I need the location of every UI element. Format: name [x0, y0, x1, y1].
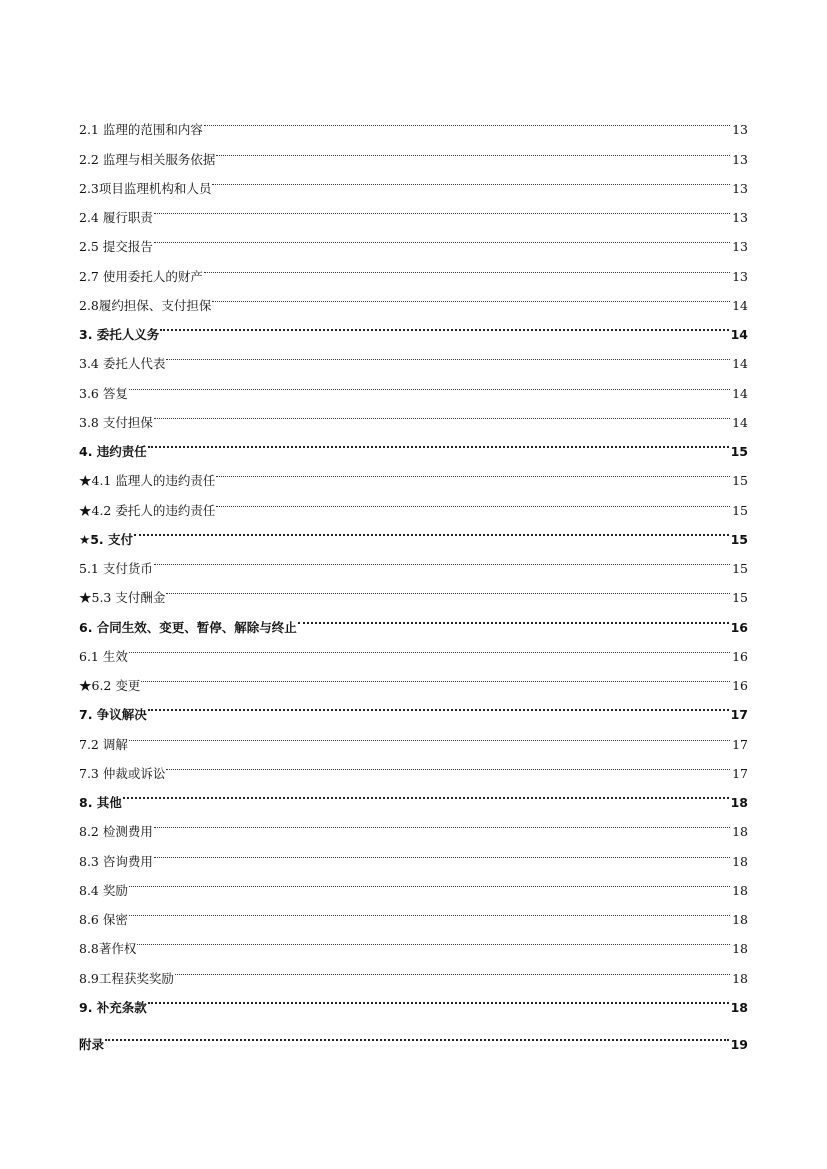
- toc-entry-page-number: 15: [730, 531, 748, 547]
- toc-entry-page-number: 18: [732, 970, 748, 986]
- toc-entry-title: 2.1 监理的范围和内容: [79, 122, 203, 138]
- toc-dot-leader: [175, 953, 730, 982]
- toc-entry-title: 3.6 答复: [79, 385, 128, 401]
- toc-entry-page-number: 13: [732, 239, 748, 255]
- toc-entry-title: 8.8著作权: [79, 941, 137, 957]
- toc-entry-page-number: 14: [732, 297, 748, 313]
- toc-entry-title: ★4.1 监理人的违约责任: [79, 473, 216, 489]
- toc-dot-leader: [137, 924, 730, 953]
- toc-dot-leader: [129, 866, 730, 895]
- toc-entry[interactable]: [79, 983, 748, 1015]
- toc-dot-leader: [212, 281, 730, 310]
- table-of-contents: [79, 105, 748, 1052]
- toc-entry[interactable]: [79, 251, 748, 284]
- toc-entry-page-number: 13: [732, 180, 748, 196]
- toc-entry-page-number: 16: [730, 619, 748, 635]
- toc-entry[interactable]: [79, 1020, 748, 1052]
- toc-dot-leader: [298, 602, 729, 631]
- toc-dot-leader: [154, 222, 730, 251]
- toc-entry-title: 3.4 委托人代表: [79, 356, 166, 372]
- toc-dot-leader: [154, 398, 730, 427]
- toc-entry-page-number: 14: [732, 414, 748, 430]
- toc-entry[interactable]: [79, 573, 748, 606]
- toc-entry-title: 7. 争议解决: [79, 707, 147, 723]
- toc-entry-page-number: 13: [732, 268, 748, 284]
- toc-entry[interactable]: [79, 602, 748, 635]
- toc-entry[interactable]: [79, 105, 748, 138]
- toc-entry-title: 7.2 调解: [79, 736, 128, 752]
- toc-entry[interactable]: [79, 661, 748, 693]
- toc-entry-title: 8.9工程获奖奖励: [79, 970, 174, 986]
- toc-entry[interactable]: [79, 222, 748, 255]
- toc-entry-title: 8.3 咨询费用: [79, 853, 153, 869]
- toc-entry[interactable]: [79, 778, 748, 810]
- toc-entry[interactable]: [79, 544, 748, 576]
- toc-entry-title: 7.3 仲裁或诉讼: [79, 765, 166, 781]
- toc-entry-page-number: 18: [732, 912, 748, 927]
- toc-entry[interactable]: [79, 807, 748, 840]
- toc-entry-page-number: 15: [732, 502, 748, 518]
- toc-entry-page-number: 17: [732, 736, 748, 752]
- toc-dot-leader: [216, 485, 730, 514]
- toc-entry-title: 9. 补充条款: [79, 999, 147, 1015]
- toc-entry[interactable]: [79, 836, 748, 869]
- toc-entry[interactable]: [79, 339, 748, 372]
- toc-entry-title: 2.5 提交报告: [79, 239, 153, 255]
- toc-entry-page-number: 18: [730, 795, 748, 810]
- toc-entry[interactable]: [79, 924, 748, 957]
- toc-entry-page-number: 17: [730, 707, 748, 723]
- toc-dot-leader: [204, 251, 730, 280]
- toc-entry[interactable]: [79, 953, 748, 986]
- toc-entry[interactable]: [79, 895, 748, 927]
- toc-entry-title: ★4.2 委托人的违约责任: [79, 502, 216, 518]
- toc-entry[interactable]: [79, 866, 748, 898]
- toc-entry[interactable]: [79, 427, 748, 459]
- toc-dot-leader: [204, 105, 730, 134]
- toc-entry-title: 5.1 支付货币: [79, 561, 153, 576]
- toc-entry[interactable]: [79, 398, 748, 430]
- toc-entry-title: 2.8履约担保、支付担保: [79, 297, 212, 313]
- toc-dot-leader: [216, 456, 730, 485]
- toc-dot-leader: [148, 983, 729, 1012]
- toc-dot-leader: [105, 1020, 729, 1049]
- toc-entry-title: ★6.2 变更: [79, 678, 141, 693]
- toc-entry-title: 6. 合同生效、变更、暂停、解除与终止: [79, 619, 297, 635]
- toc-entry-title: 8. 其他: [79, 795, 122, 810]
- toc-entry-page-number: 18: [730, 999, 748, 1015]
- toc-entry[interactable]: [79, 456, 748, 489]
- toc-dot-leader: [129, 719, 730, 748]
- toc-dot-leader: [166, 573, 730, 602]
- toc-entry-page-number: 13: [732, 122, 748, 138]
- toc-entry-title: 3.8 支付担保: [79, 414, 153, 430]
- toc-entry[interactable]: [79, 632, 748, 664]
- toc-dot-leader: [154, 836, 730, 865]
- toc-entry-page-number: 18: [732, 853, 748, 869]
- toc-entry-title: 6.1 生效: [79, 648, 128, 664]
- toc-entry[interactable]: [79, 368, 748, 401]
- toc-entry[interactable]: [79, 515, 748, 547]
- toc-entry-page-number: 19: [730, 1037, 748, 1052]
- toc-dot-leader: [148, 690, 729, 719]
- toc-entry-title: ★5.3 支付酬金: [79, 590, 166, 606]
- toc-entry-page-number: 18: [732, 941, 748, 957]
- toc-dot-leader: [123, 778, 729, 807]
- toc-entry[interactable]: [79, 193, 748, 225]
- toc-dot-leader: [166, 339, 730, 368]
- toc-entry-page-number: 15: [732, 473, 748, 489]
- toc-entry-title: 2.7 使用委托人的财产: [79, 268, 203, 284]
- toc-entry-page-number: 15: [732, 561, 748, 576]
- toc-entry-title: ★5. 支付: [79, 531, 134, 547]
- toc-entry-page-number: 17: [732, 765, 748, 781]
- toc-entry-title: 8.4 奖励: [79, 882, 128, 898]
- toc-entry-page-number: 16: [732, 648, 748, 664]
- toc-entry-page-number: 14: [730, 327, 748, 342]
- toc-entry-page-number: 15: [732, 590, 748, 606]
- toc-entry-title: 2.2 监理与相关服务依据: [79, 151, 216, 167]
- toc-dot-leader: [216, 134, 730, 163]
- toc-entry[interactable]: [79, 310, 748, 342]
- toc-dot-leader: [154, 807, 730, 836]
- toc-entry-title: 附录: [79, 1037, 105, 1052]
- toc-entry-title: 3. 委托人义务: [79, 327, 160, 342]
- toc-entry-page-number: 16: [732, 678, 748, 693]
- toc-entry-page-number: 14: [732, 385, 748, 401]
- toc-entry-title: 2.4 履行职责: [79, 210, 153, 225]
- toc-entry-page-number: 18: [732, 882, 748, 898]
- toc-dot-leader: [166, 749, 730, 778]
- toc-entry-page-number: 18: [732, 824, 748, 840]
- toc-dot-leader: [134, 515, 729, 544]
- toc-dot-leader: [212, 164, 730, 193]
- toc-dot-leader: [141, 661, 730, 690]
- toc-entry-title: 2.3项目监理机构和人员: [79, 180, 212, 196]
- toc-entry[interactable]: [79, 690, 748, 723]
- toc-entry[interactable]: [79, 719, 748, 752]
- toc-entry-page-number: 15: [730, 444, 748, 459]
- toc-entry-page-number: 13: [732, 210, 748, 225]
- toc-dot-leader: [129, 895, 730, 924]
- toc-entry[interactable]: [79, 749, 748, 781]
- toc-dot-leader: [154, 193, 730, 222]
- toc-dot-leader: [160, 310, 728, 339]
- toc-entry-title: 8.6 保密: [79, 912, 128, 927]
- toc-dot-leader: [148, 427, 729, 456]
- toc-entry-page-number: 14: [732, 356, 748, 372]
- toc-dot-leader: [129, 632, 730, 661]
- toc-dot-leader: [129, 368, 730, 397]
- toc-entry-page-number: 13: [732, 151, 748, 167]
- toc-entry-title: 8.2 检测费用: [79, 824, 153, 840]
- toc-entry-title: 4. 违约责任: [79, 444, 147, 459]
- toc-dot-leader: [154, 544, 730, 573]
